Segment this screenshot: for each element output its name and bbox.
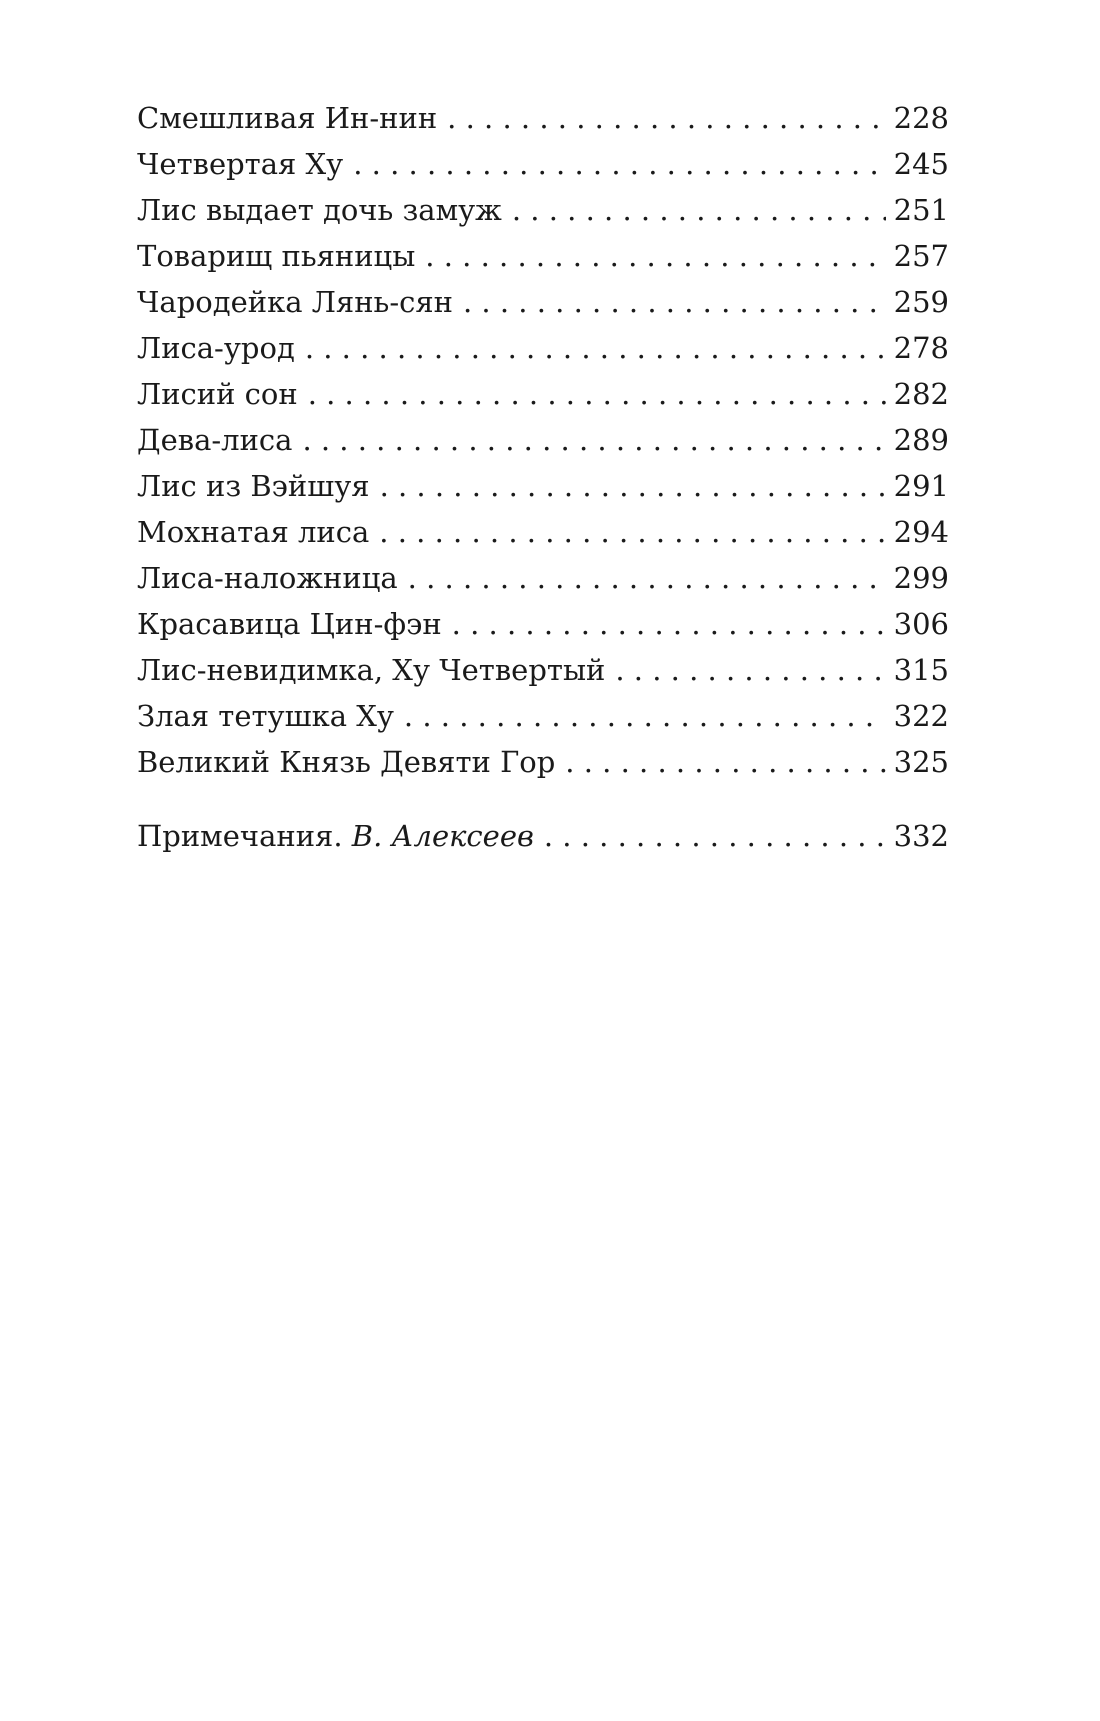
toc-entry-page: 332 [893,819,949,853]
dot-leader [615,647,885,693]
toc-entry-page: 289 [893,423,949,457]
section-gap [137,785,949,813]
toc-entry[interactable] [137,371,949,417]
toc-entry-title: Лиса-урод [137,331,295,365]
toc-entry[interactable] [137,95,949,141]
toc-entry[interactable] [137,555,949,601]
dot-leader [408,555,886,601]
toc-entry-title: Лис-невидимка, Ху Четвертый [137,653,606,687]
toc-entry-title: Четвертая Ху [137,147,344,181]
toc-entry[interactable] [137,187,949,233]
dot-leader [305,325,886,371]
toc-entry-page: 291 [893,469,949,503]
toc-entry-title: Мохнатая лиса [137,515,370,549]
toc-entry-title: Лис из Вэйшуя [137,469,370,503]
toc-entry[interactable] [137,509,949,555]
toc-entry[interactable] [137,601,949,647]
toc-entry-page: 228 [893,101,949,135]
toc-entry-title: Лисий сон [137,377,298,411]
toc-entry[interactable] [137,463,949,509]
toc-entry[interactable] [137,279,949,325]
toc-entry-page: 325 [893,745,949,779]
toc-entry-title [137,813,534,859]
dot-leader [308,371,886,417]
toc-entry-page: 306 [893,607,949,641]
toc-entry-page: 299 [893,561,949,595]
toc-entry[interactable] [137,233,949,279]
toc-entry-title: Чародейка Лянь-сян [137,285,453,319]
toc-entry[interactable] [137,325,949,371]
toc-entry-page: 315 [893,653,949,687]
toc-entry[interactable] [137,693,949,739]
dot-leader [463,279,886,325]
dot-leader [544,813,886,859]
toc-entry-title: Лис выдает дочь замуж [137,193,502,227]
dot-leader [447,95,885,141]
toc-entry-page: 322 [893,699,949,733]
toc-entry-page: 294 [893,515,949,549]
toc-entry-page: 278 [893,331,949,365]
notes-title: Примечания. [137,819,343,853]
dot-leader [353,141,885,187]
toc-entry[interactable] [137,417,949,463]
toc-entry-page: 251 [893,193,949,227]
toc-entry-title: Красавица Цин-фэн [137,607,442,641]
toc-entry-page: 257 [893,239,949,273]
toc-entry-title: Смешливая Ин-нин [137,101,438,135]
toc-entry-page: 245 [893,147,949,181]
dot-leader [512,187,886,233]
dot-leader [380,463,886,509]
toc-entry-page: 259 [893,285,949,319]
toc-entry-notes[interactable] [137,813,949,859]
toc-entry[interactable] [137,739,949,785]
toc-entry-title: Лиса-наложница [137,561,398,595]
toc-entry[interactable] [137,647,949,693]
dot-leader [404,693,886,739]
notes-author: В. Алексеев [351,819,534,853]
toc-entry-title: Дева-лиса [137,423,293,457]
toc-entry-title: Злая тетушка Ху [137,699,394,733]
dot-leader [425,233,885,279]
toc-entry-title: Товарищ пьяницы [137,239,416,273]
toc-entry-title: Великий Князь Девяти Гор [137,745,556,779]
dot-leader [302,417,885,463]
table-of-contents [137,95,949,859]
dot-leader [565,739,885,785]
toc-entry-page: 282 [893,377,949,411]
toc-entry[interactable] [137,141,949,187]
dot-leader [452,601,886,647]
dot-leader [379,509,885,555]
